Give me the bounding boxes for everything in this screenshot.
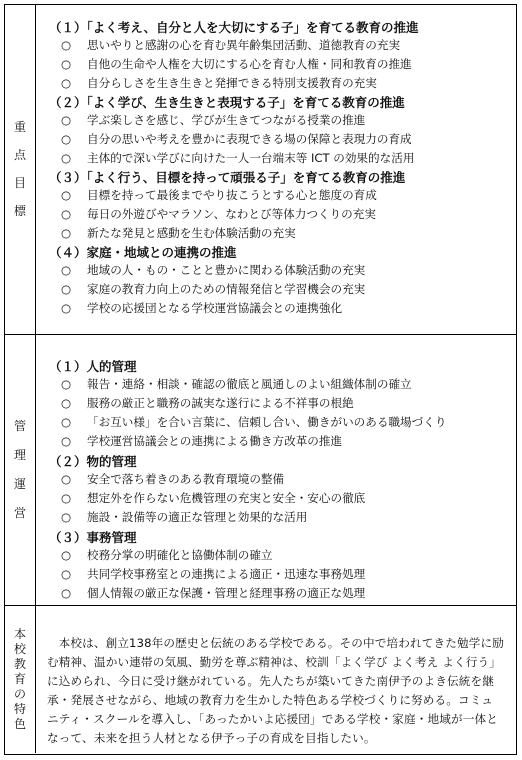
label-char: 特 [13,702,26,716]
label-char: 色 [13,717,26,731]
management-row [5,334,516,605]
circle-bullet-icon: ○ [61,132,72,146]
list-item-text: 思いやりと感謝の心を育む異年齢集団活動、道徳教育の充実 [87,38,401,52]
label-char: 育 [13,672,26,686]
circle-bullet-icon: ○ [61,226,72,240]
list-item-text: 目標を持って最後までやり抜こうとする心と態度の育成 [87,188,377,202]
management-content [35,335,516,605]
label-char: 運 [13,477,26,491]
list-item-text: 報告・連絡・相談・確認の徹底と風通しのよい組織体制の確立 [87,377,412,391]
list-item-text: 自分の思いや考えを豊かに表現できる場の保障と表現力の育成 [87,132,412,146]
label-char: 教 [13,657,26,671]
list-item [49,584,506,603]
list-item [49,111,506,130]
list-item-text: 学ぶ楽しさを感じ、学びが生きてつながる授業の推進 [87,113,366,127]
priority-goals-label-cell [5,5,36,334]
school-features-content [35,606,516,753]
priority-goals-row [5,5,516,334]
circle-bullet-icon: ○ [61,113,72,127]
list-item-text: 地域の人・もの・ことと豊かに関わる体験活動の充実 [87,263,366,277]
circle-bullet-icon: ○ [61,38,72,52]
list-item-text: 想定外を作らない危機管理の充実と安全・安心の徹底 [87,491,366,505]
list-item [49,546,506,565]
label-char: 点 [13,148,26,162]
section-heading: （１）「よく考え、自分と人を大切にする子」を育てる教育の推進 [49,20,419,35]
label-char: 目 [13,176,26,190]
circle-bullet-icon: ○ [61,567,72,581]
list-item [49,205,506,224]
circle-bullet-icon: ○ [61,510,72,524]
school-features-label-cell [5,606,36,753]
section-heading: （４）家庭・地域との連携の推進 [49,245,237,260]
section-heading: （２）物的管理 [49,454,137,469]
label-char: 重 [13,120,26,134]
school-features-paragraph: 本校は、創立138年の歴史と伝統のある学校である。その中で培われてきた勉学に励む精神、温かい連帯の気風、勤労を尊ぶ精神は、校訓「よく学び よく考え よく行う」に込められ、今日に受け継がれている。先人たちが築いてきた南伊予のよき伝統を継承・発展させながら、地域の教育力を生かした特色ある学校づくりに努める。コミュニティ・スクールを導入し、「あったかいよ応援団」である学校・家庭・地域が一体となって、未来を担う人材となる伊予っ子の育成を目指したい。 [47,636,504,745]
list-item [49,130,506,149]
circle-bullet-icon: ○ [61,415,72,429]
list-item [49,394,506,413]
policy-table [4,4,517,755]
label-char: 理 [13,448,26,462]
circle-bullet-icon: ○ [61,263,72,277]
section-heading: （１）人的管理 [49,359,137,374]
circle-bullet-icon: ○ [61,151,72,165]
list-item [49,280,506,299]
list-item-text: 安全で落ち着きのある教育環境の整備 [87,472,285,486]
list-item-text: 個人情報の厳正な保護・管理と経理事務の適正な処理 [87,586,366,600]
circle-bullet-icon: ○ [61,207,72,221]
list-item-text: 共同学校事務室との連携による適正・迅速な事務処理 [87,567,366,581]
list-item-text: 新たな発見と感動を生む体験活動の充実 [87,226,296,240]
circle-bullet-icon: ○ [61,188,72,202]
circle-bullet-icon: ○ [61,434,72,448]
list-item-text: 学校の応援団となる学校運営協議会との連携強化 [87,301,343,315]
section-heading: （２）「よく学び、生き生きと表現する子」を育てる教育の推進 [49,95,405,110]
priority-goals-label [14,120,26,219]
school-features-row [5,605,516,753]
list-item-text: 学校運営協議会との連携による働き方改革の推進 [87,434,343,448]
label-char: 本 [13,627,26,641]
circle-bullet-icon: ○ [61,76,72,90]
priority-goals-content [35,5,516,334]
list-item [49,261,506,280]
circle-bullet-icon: ○ [61,396,72,410]
circle-bullet-icon: ○ [61,377,72,391]
list-item-text: 校務分掌の明確化と協働体制の確立 [87,548,273,562]
circle-bullet-icon: ○ [61,586,72,600]
list-item-text: 毎日の外遊びやマラソン、なわとび等体力つくりの充実 [87,207,376,221]
circle-bullet-icon: ○ [61,548,72,562]
list-item [49,224,506,243]
list-item [49,186,506,205]
list-item [49,36,506,55]
list-item [49,489,506,508]
list-item [49,55,506,74]
circle-bullet-icon: ○ [61,282,72,296]
list-item [49,565,506,584]
list-item [49,413,506,432]
label-char: 営 [13,506,26,520]
circle-bullet-icon: ○ [61,57,72,71]
circle-bullet-icon: ○ [61,491,72,505]
list-item [49,432,506,451]
list-item-text: 家庭の教育力向上のための情報発信と学習機会の充実 [87,282,366,296]
list-item-text: 施設・設備等の適正な管理と効果的な活用 [87,510,308,524]
list-item [49,299,506,318]
label-char: の [13,687,26,701]
section-heading: （３）事務管理 [49,530,137,545]
management-label [14,419,26,521]
circle-bullet-icon: ○ [61,301,72,315]
list-item [49,149,506,168]
list-item-text: 主体的で深い学びに向けた一人一台端末等 ICT の効果的な活用 [87,151,415,165]
label-char: 校 [13,642,26,656]
list-item-text: 「お互い様」を合い言葉に、信頼し合い、働きがいのある職場づくり [87,415,447,429]
list-item [49,74,506,93]
school-features-label [14,627,26,732]
section-heading: （３）「よく行う、目標を持って頑張る子」を育てる教育の推進 [49,170,406,185]
list-item-text: 服務の厳正と職務の誠実な遂行による不祥事の根絶 [87,396,354,410]
list-item [49,508,506,527]
label-char: 管 [13,419,26,433]
list-item-text: 自他の生命や人権を大切にする心を育む人権・同和教育の推進 [87,57,412,71]
label-char: 標 [13,204,26,218]
list-item [49,470,506,489]
list-item [49,375,506,394]
list-item-text: 自分らしさを生き生きと発揮できる特別支援教育の充実 [87,76,377,90]
circle-bullet-icon: ○ [61,472,72,486]
management-label-cell [5,335,36,605]
